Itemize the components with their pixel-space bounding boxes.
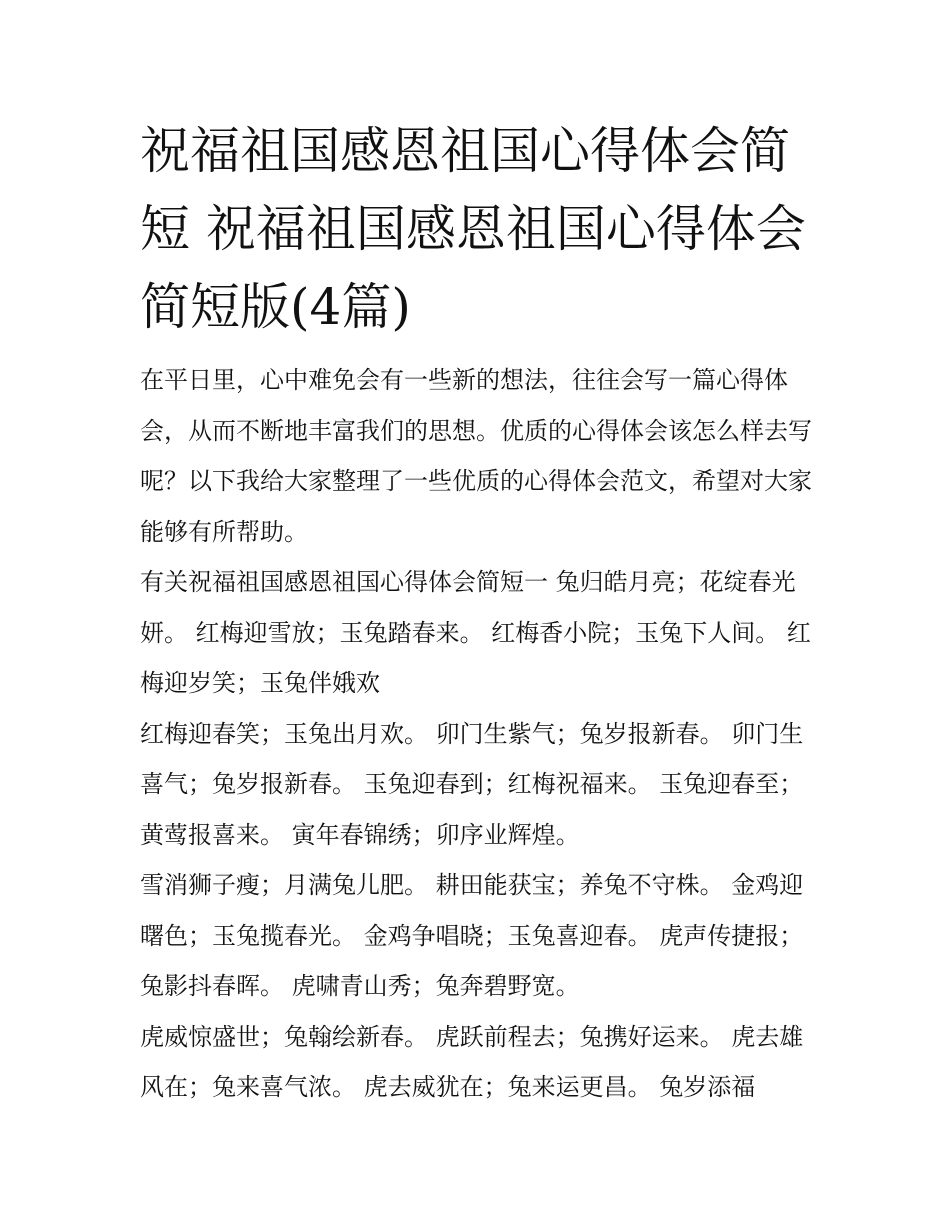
document-title: 祝福祖国感恩祖国心得体会简短 祝福祖国感恩祖国心得体会简短版(4篇) — [140, 122, 806, 336]
paragraph-section-one: 有关祝福祖国感恩祖国心得体会简短一 兔归皓月亮；花绽春光妍。 红梅迎雪放；玉兔踏春来。 红梅香小院；玉兔下人间。 红梅迎岁笑；玉兔伴娥欢 — [140, 568, 811, 697]
paragraph-couplets-3: 虎威惊盛世；兔翰绘新春。 虎跃前程去；兔携好运来。 虎去雄风在；兔来喜气浓。 虎去威犹在；兔来运更昌。 兔岁添福 — [140, 1022, 804, 1101]
paragraph-couplets-2: 雪消狮子瘦；月满兔儿肥。 耕田能获宝；养兔不守株。 金鸡迎曙色；玉兔揽春光。 金鸡争唱晓；玉兔喜迎春。 虎声传捷报；兔影抖春晖。 虎啸青山秀；兔奔碧野宽。 — [140, 871, 804, 1000]
document-body — [140, 355, 818, 1113]
paragraph-intro: 在平日里，心中难免会有一些新的想法，往往会写一篇心得体会，从而不断地丰富我们的思想。优质的心得体会该怎么样去写呢？以下我给大家整理了一些优质的心得体会范文，希望对大家能够有所帮助。 — [140, 366, 812, 546]
paragraph-couplets-1: 红梅迎春笑；玉兔出月欢。 卯门生紫气；兔岁报新春。 卯门生喜气；兔岁报新春。 玉兔迎春到；红梅祝福来。 玉兔迎春至；黄莺报喜来。 寅年春锦绣；卯序业辉煌。 — [140, 719, 804, 849]
